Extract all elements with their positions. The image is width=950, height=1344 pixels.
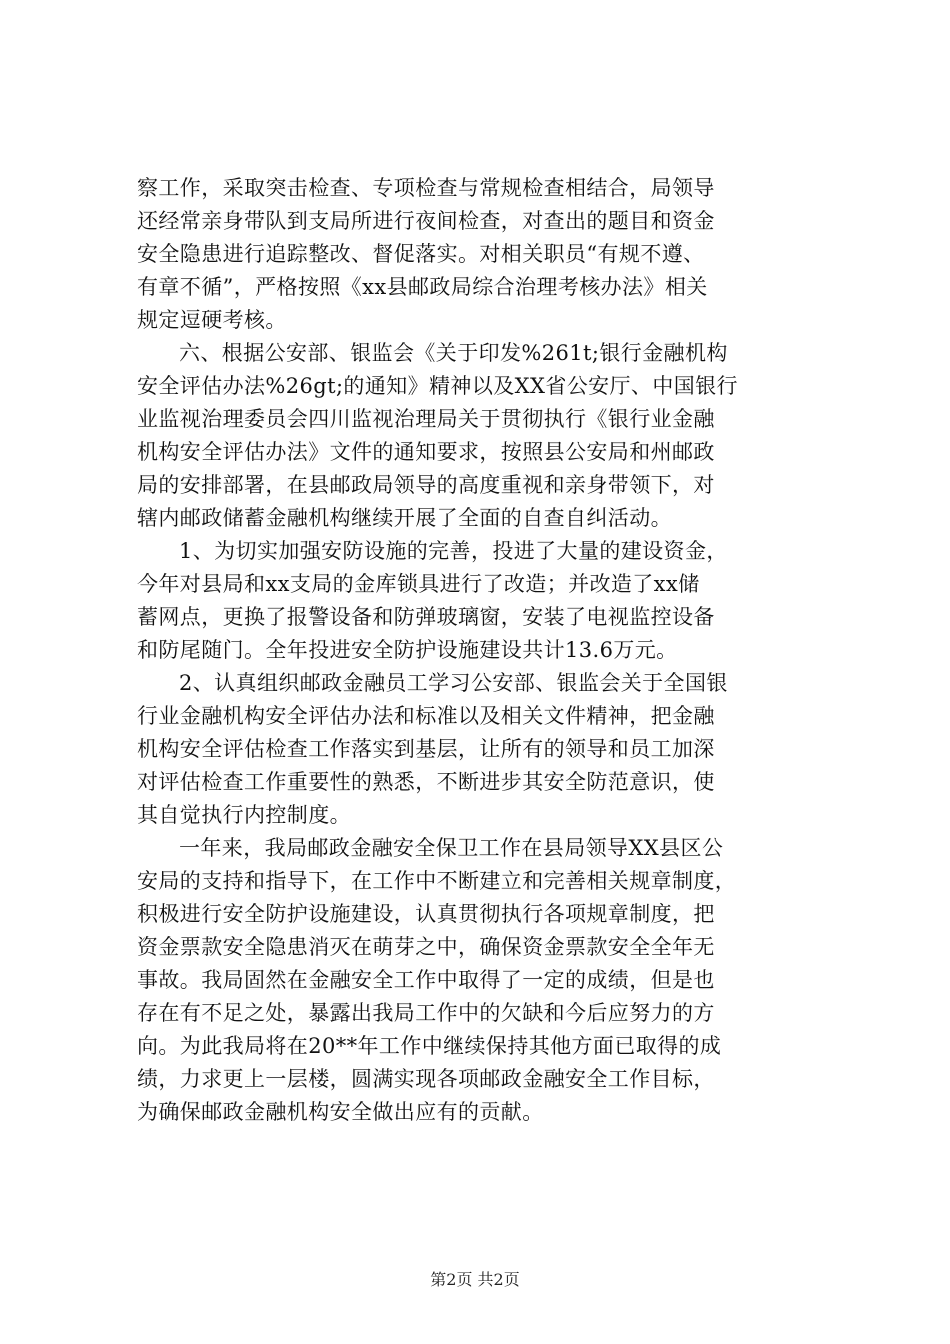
text-line: 六、根据公安部、银监会《关于印发%261t;银行金融机构: [179, 341, 728, 365]
text-line: 辖内邮政储蓄金融机构继续开展了全面的自查自纠活动。: [137, 506, 672, 530]
text-line: 业监视治理委员会四川监视治理局关于贯彻执行《银行业金融: [137, 407, 715, 431]
text-line: 今年对县局和xx支局的金库锁具进行了改造；并改造了xx储: [137, 572, 700, 596]
text-line: 规定逗硬考核。: [137, 308, 287, 332]
text-line: 安全评估办法%26gt;的通知》精神以及XX省公安厅、中国银行: [137, 374, 738, 398]
text-line: 局的安排部署，在县邮政局领导的高度重视和亲身带领下，对: [137, 473, 715, 497]
text-line: 行业金融机构安全评估办法和标准以及相关文件精神，把金融: [137, 704, 715, 728]
text-line: 蓄网点，更换了报警设备和防弹玻璃窗，安装了电视监控设备: [137, 605, 715, 629]
paragraph-summary: [137, 832, 827, 1129]
text-line: 机构安全评估办法》文件的通知要求，按照县公安局和州邮政: [137, 440, 715, 464]
text-line: 其自觉执行内控制度。: [137, 803, 351, 827]
text-line: 一年来，我局邮政金融安全保卫工作在县局领导XX县区公: [179, 836, 724, 860]
text-line: 机构安全评估检查工作落实到基层，让所有的领导和员工加深: [137, 737, 715, 761]
paragraph-item-two: [137, 667, 827, 832]
text-line: 对评估检查工作重要性的熟悉，不断进步其安全防范意识，使: [137, 770, 715, 794]
page-footer: [0, 1270, 950, 1290]
document-body: [137, 172, 827, 1129]
page-number-label: 第2页 共2页: [430, 1270, 520, 1289]
text-line: 1、为切实加强安防设施的完善，投进了大量的建设资金，: [179, 539, 728, 563]
text-line: 安局的支持和指导下，在工作中不断建立和完善相关规章制度，: [137, 869, 737, 893]
text-line: 安全隐患进行追踪整改、督促落实。对相关职员“有规不遵、: [137, 242, 705, 266]
text-line: 有章不循”，严格按照《xx县邮政局综合治理考核办法》相关: [137, 275, 708, 299]
text-line: 还经常亲身带队到支局所进行夜间检查，对查出的题目和资金: [137, 209, 715, 233]
text-line: 存在有不足之处，暴露出我局工作中的欠缺和今后应努力的方: [137, 1001, 715, 1025]
text-line: 为确保邮政金融机构安全做出应有的贡献。: [137, 1100, 544, 1124]
text-line: 和防尾随门。全年投进安全防护设施建设共计13.6万元。: [137, 638, 678, 662]
paragraph-section-six: [137, 337, 827, 535]
text-line: 向。为此我局将在20**年工作中继续保持其他方面已取得的成: [137, 1034, 722, 1058]
paragraph-continued-inspection: [137, 172, 827, 337]
text-line: 资金票款安全隐患消灭在萌芽之中，确保资金票款安全全年无: [137, 935, 715, 959]
text-line: 事故。我局固然在金融安全工作中取得了一定的成绩，但是也: [137, 968, 715, 992]
text-line: 绩，力求更上一层楼，圆满实现各项邮政金融安全工作目标，: [137, 1067, 715, 1091]
text-line: 积极进行安全防护设施建设，认真贯彻执行各项规章制度，把: [137, 902, 715, 926]
text-line: 察工作，采取突击检查、专项检查与常规检查相结合，局领导: [137, 176, 715, 200]
text-line: 2、认真组织邮政金融员工学习公安部、银监会关于全国银: [179, 671, 728, 695]
paragraph-item-one: [137, 535, 827, 667]
